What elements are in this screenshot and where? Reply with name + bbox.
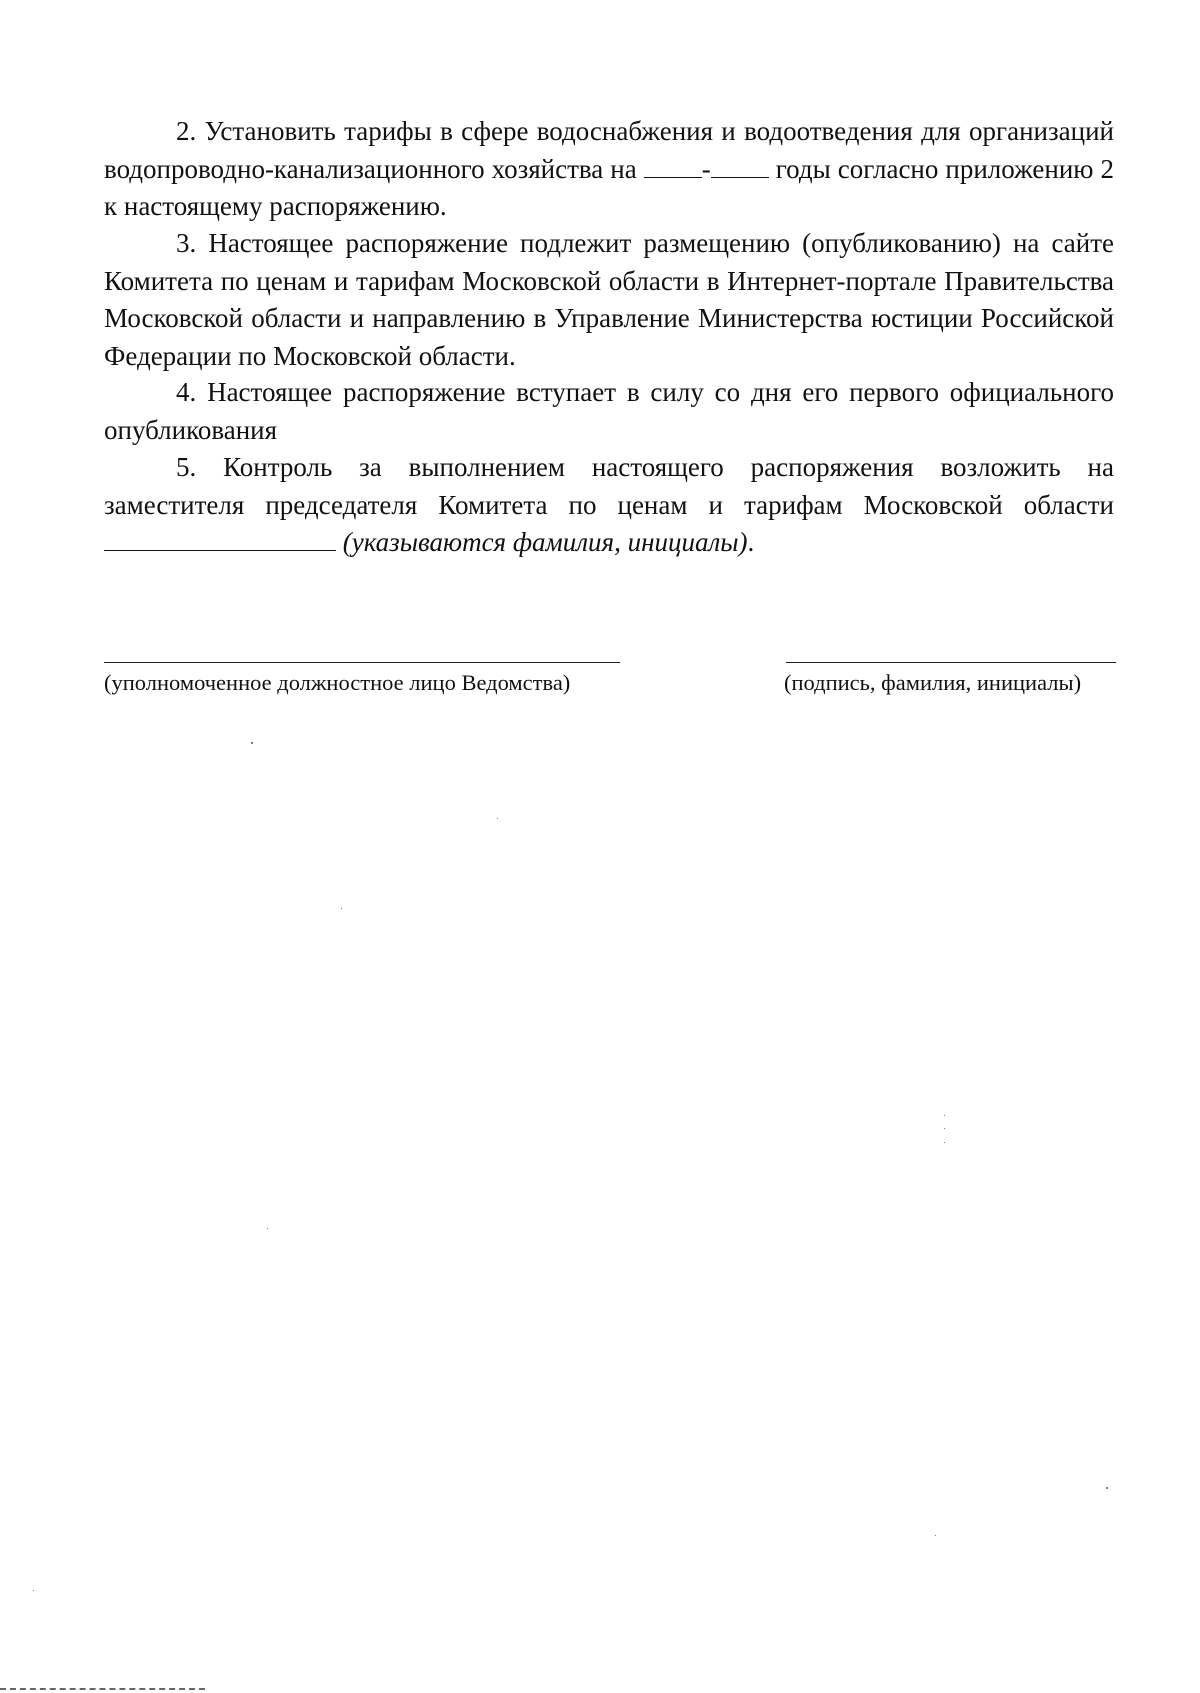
scan-speck bbox=[251, 742, 253, 744]
name-blank bbox=[104, 528, 336, 551]
paragraph-4-text: 4. Настоящее распоряжение вступает в силу со дня его первого официального опубликования bbox=[104, 377, 1114, 445]
scan-speck bbox=[944, 1128, 945, 1129]
official-signature-line bbox=[104, 662, 620, 663]
scan-speck bbox=[267, 1228, 268, 1229]
scan-speck bbox=[944, 1115, 945, 1116]
signature-caption: (подпись, фамилия, инициалы) bbox=[784, 670, 1082, 695]
official-caption: (уполномоченное должностное лицо Ведомства) bbox=[104, 670, 571, 695]
paragraph-3-text: 3. Настоящее распоряжение подлежит размещению (опубликованию) на сайте Комитета по ценам и тарифам Московской области в Интернет-портале Правительства Московской области и направлению в Управление Министерства юстиции Российской Федерации по Московской области. bbox=[104, 228, 1114, 371]
paragraph-2-text-b: годы согласно приложению 2 к настоящему распоряжению. bbox=[104, 153, 1114, 221]
signature-name-line bbox=[786, 662, 1116, 663]
scan-speck bbox=[341, 908, 342, 909]
scan-speck bbox=[1106, 1487, 1108, 1489]
scan-speck bbox=[935, 1535, 936, 1536]
paragraph-4 bbox=[104, 374, 1114, 449]
paragraph-3 bbox=[104, 225, 1114, 375]
paragraph-5 bbox=[104, 449, 1114, 562]
scan-speck bbox=[944, 1142, 945, 1143]
year-to-blank bbox=[711, 155, 769, 178]
scan-edge-mark bbox=[0, 1688, 205, 1690]
scan-speck bbox=[497, 818, 498, 819]
year-dash: - bbox=[701, 153, 711, 184]
paragraph-5-italic-note: (указываются фамилия, инициалы) bbox=[342, 527, 748, 557]
paragraph-5-end: . bbox=[747, 527, 755, 557]
paragraph-5-text-a: 5. Контроль за выполнением настоящего распоряжения возложить на заместителя председателя Комитета по ценам и тарифам Московской области bbox=[104, 452, 1114, 520]
paragraph-2 bbox=[104, 113, 1114, 226]
scan-speck bbox=[33, 1590, 34, 1591]
year-from-blank bbox=[644, 155, 702, 178]
paragraph-2-text-a: 2. Установить тарифы в сфере водоснабжения и водоотведения для организаций водопроводно-канализационного хозяйства на bbox=[104, 116, 1114, 184]
